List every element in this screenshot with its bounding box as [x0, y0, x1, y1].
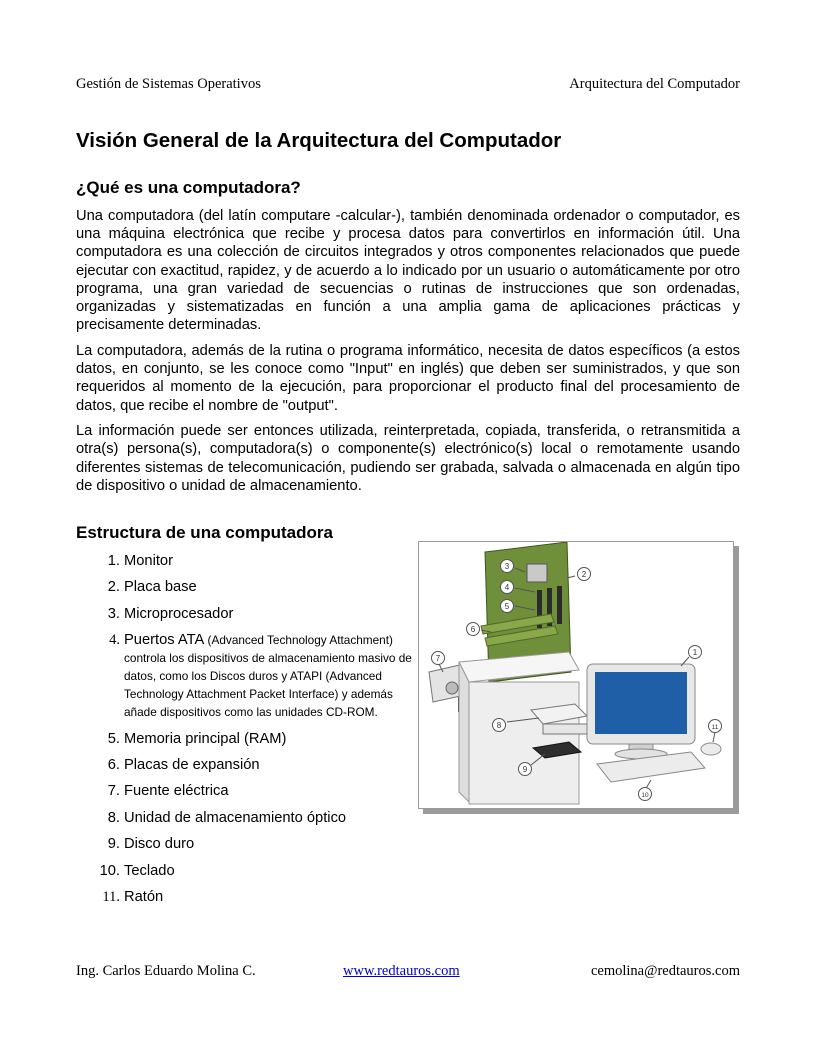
callout-1: [689, 646, 702, 659]
section-heading-que-es: ¿Qué es una computadora?: [76, 178, 301, 197]
footer-website-link[interactable]: www.redtauros.com: [343, 963, 460, 979]
footer-email: cemolina@redtauros.com: [590, 963, 740, 979]
svg-text:4: 4: [504, 583, 510, 592]
callout-2: [578, 568, 591, 581]
ram-slot: [557, 586, 562, 624]
computer-diagram: [419, 542, 733, 808]
paragraph-2: La computadora, además de la rutina o programa informático, necesita de datos específicos (a estos datos, en conjunto, se les conoce como "Input" en inglés) que deben ser suministrados, y que son requeridos al momento de la ejecución, para proporcionar el producto final del procesamiento de datos, que recibe el nombre de "output".: [76, 342, 740, 414]
list-item: 7. Fuente eléctrica: [107, 783, 229, 800]
callout-10: [639, 788, 652, 801]
paragraph-1: Una computadora (del latín computare -calcular-), también denominada ordenador o computador, es una máquina electrónica que recibe y procesa datos para convertirlos en información útil. Una computadora es una colección de circuitos integrados y otros componentes relacionados que puede ejecutar con exactitud, rapidez, y de acuerdo a lo indicado por un usuario o automáticamente por otro programa, una gran variedad de secuencias o rutinas de instrucciones que son ordenadas, organizadas y sistematizadas en función a una amplia gama de aplicaciones prácticas y precisamente determinadas.: [76, 208, 740, 334]
svg-text:2: 2: [581, 570, 587, 579]
mouse: [701, 743, 721, 755]
svg-text:6: 6: [470, 625, 476, 634]
list-item: 5. Memoria principal (RAM): [107, 730, 287, 747]
svg-text:8: 8: [496, 721, 502, 730]
list-item: 1. Monitor: [107, 553, 173, 569]
processor-chip: [527, 564, 547, 582]
callout-7: [432, 652, 445, 665]
footer-author: Ing. Carlos Eduardo Molina C.: [76, 963, 256, 979]
list-item: 6. Placas de expansión: [107, 756, 260, 773]
svg-text:3: 3: [504, 562, 510, 571]
computer-case-side: [459, 662, 469, 802]
svg-text:5: 5: [504, 602, 510, 611]
power-fan: [446, 682, 458, 694]
svg-text:1: 1: [692, 648, 698, 657]
item-description: (Advanced Technology Attachment) controla los dispositivos de almacenamiento masivo de datos, como los Discos duros y ATAPI (Advanced Technology Attachment Packet Interface) y además añade dispositivos como las unidades CD-ROM.: [124, 633, 412, 720]
optical-drive-front: [543, 724, 587, 734]
section-heading-estructura: Estructura de una computadora: [76, 523, 333, 542]
list-item: 9. Disco duro: [107, 836, 195, 853]
page-title: Visión General de la Arquitectura del Computador: [76, 129, 562, 152]
list-item: 4. Puertos ATA (Advanced Technology Attachment) controla los dispositivos de almacenamiento masivo de datos, como los Discos duros y ATAPI (Advanced Technology Attachment Packet Interface) y además añade dispositivos como las unidades CD-ROM.: [109, 632, 412, 720]
computer-parts-illustration: [418, 541, 734, 809]
header-topic: Arquitectura del Computador: [569, 76, 740, 92]
components-list: [96, 552, 416, 914]
svg-text:10: 10: [641, 792, 649, 799]
svg-text:7: 7: [435, 654, 441, 663]
list-item: 2. Placa base: [107, 579, 197, 596]
list-item: 3. Microprocesador: [107, 605, 234, 622]
list-item: 10. Teclado: [99, 862, 175, 879]
callout-5: [501, 600, 514, 613]
callout-9: [519, 763, 532, 776]
item-label: Puertos ATA: [124, 632, 205, 649]
svg-text:11: 11: [711, 724, 719, 731]
list-item: 8. Unidad de almacenamiento óptico: [107, 809, 347, 826]
header-course: Gestión de Sistemas Operativos: [76, 76, 261, 92]
list-item: 11. Ratón: [102, 888, 164, 905]
callout-6: [467, 623, 480, 636]
intro-text: [76, 207, 740, 503]
paragraph-3: La información puede ser entonces utilizada, reinterpretada, copiada, transferida, o retransmitida a otra(s) persona(s), computadora(s) o componente(s) electrónico(s) local o remotamente usando diferentes sistemas de telecomunicación, pudiendo ser grabada, salvada o almacenada en algún tipo de dispositivo o unidad de almacenamiento.: [76, 423, 740, 494]
callout-8: [493, 719, 506, 732]
callout-11: [709, 720, 722, 733]
callout-3: [501, 560, 514, 573]
monitor-screen: [595, 672, 687, 734]
callout-4: [501, 581, 514, 594]
svg-text:9: 9: [522, 765, 528, 774]
